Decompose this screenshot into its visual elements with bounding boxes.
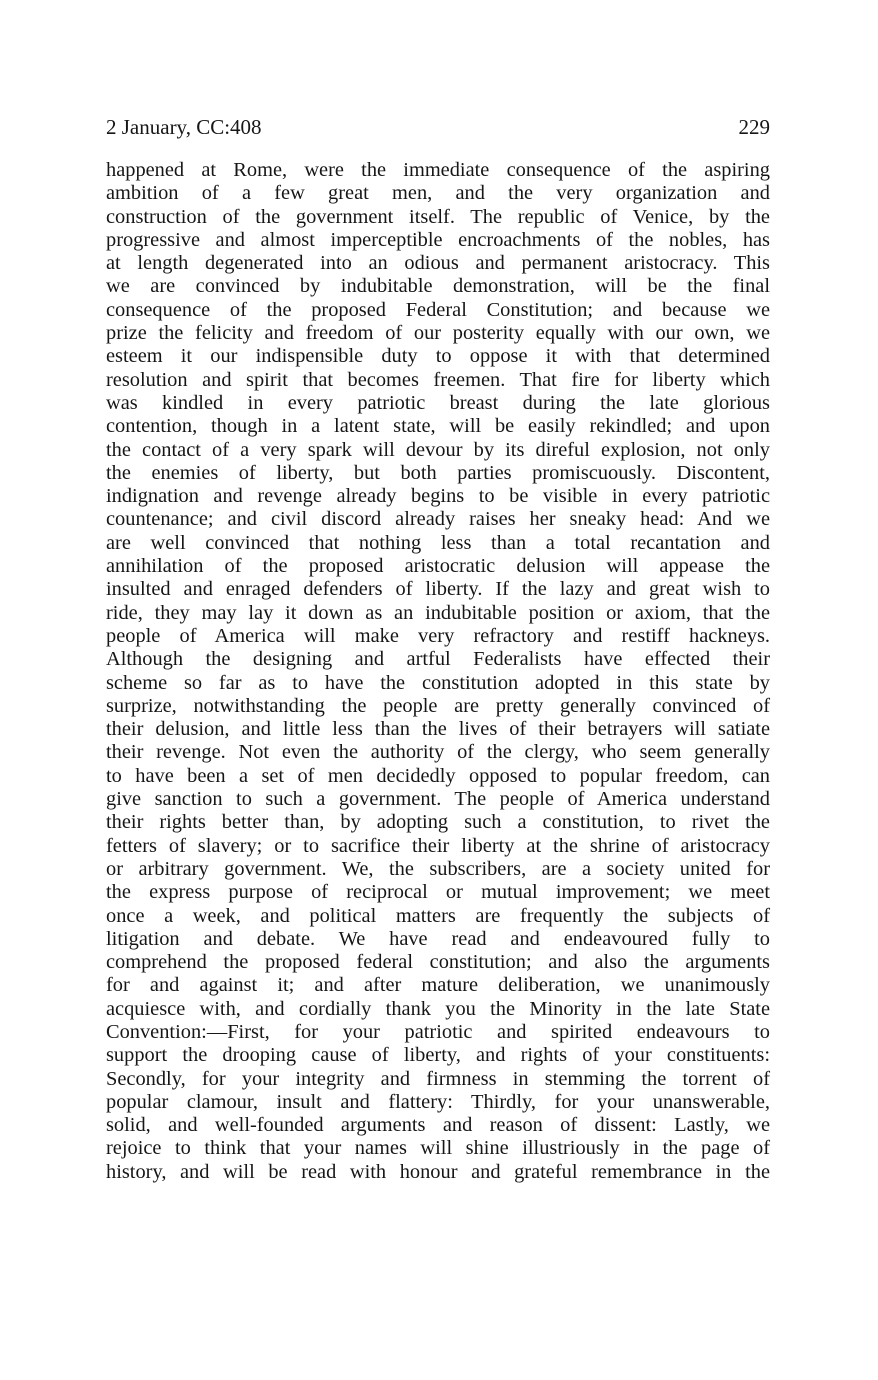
- text-line: the express purpose of reciprocal or mutual improvement; we meet: [106, 881, 770, 904]
- text-line: Secondly, for your integrity and firmness in stemming the torrent of: [106, 1067, 770, 1090]
- text-line: contention, though in a latent state, will be easily rekindled; and upon: [106, 415, 770, 438]
- text-line: their delusion, and little less than the lives of their betrayers will satiate: [106, 718, 770, 741]
- text-line: history, and will be read with honour and grateful remembrance in the: [106, 1160, 770, 1183]
- text-line: give sanction to such a government. The people of America understand: [106, 788, 770, 811]
- text-line: to have been a set of men decidedly opposed to popular freedom, can: [106, 764, 770, 787]
- text-line: consequence of the proposed Federal Constitution; and because we: [106, 298, 770, 321]
- text-line: countenance; and civil discord already raises her sneaky head: And we: [106, 508, 770, 531]
- text-line: acquiesce with, and cordially thank you the Minority in the late State: [106, 997, 770, 1020]
- text-line: support the drooping cause of liberty, and rights of your constituents:: [106, 1044, 770, 1067]
- text-line: litigation and debate. We have read and endeavoured fully to: [106, 927, 770, 950]
- text-line: the contact of a very spark will devour by its direful explosion, not only: [106, 438, 770, 461]
- text-line: annihilation of the proposed aristocratic delusion will appease the: [106, 555, 770, 578]
- body-text: [106, 159, 770, 1184]
- text-line: we are convinced by indubitable demonstration, will be the final: [106, 275, 770, 298]
- text-line: was kindled in every patriotic breast during the late glorious: [106, 391, 770, 414]
- text-line: are well convinced that nothing less than a total recantation and: [106, 531, 770, 554]
- text-line: indignation and revenge already begins to be visible in every patriotic: [106, 485, 770, 508]
- text-line: scheme so far as to have the constitution adopted in this state by: [106, 671, 770, 694]
- text-line: popular clamour, insult and flattery: Thirdly, for your unanswerable,: [106, 1090, 770, 1113]
- text-line: progressive and almost imperceptible encroachments of the nobles, has: [106, 228, 770, 251]
- text-line: at length degenerated into an odious and permanent aristocracy. This: [106, 252, 770, 275]
- text-line: their rights better than, by adopting such a constitution, to rivet the: [106, 811, 770, 834]
- text-line: construction of the government itself. The republic of Venice, by the: [106, 205, 770, 228]
- text-line: the enemies of liberty, but both parties promiscuously. Discontent,: [106, 461, 770, 484]
- text-line: surprize, notwithstanding the people are pretty generally convinced of: [106, 694, 770, 717]
- text-line: ambition of a few great men, and the very organization and: [106, 182, 770, 205]
- text-line: solid, and well-founded arguments and reason of dissent: Lastly, we: [106, 1114, 770, 1137]
- page-number: 229: [738, 115, 770, 139]
- running-head: [106, 112, 770, 142]
- text-line: once a week, and political matters are frequently the subjects of: [106, 904, 770, 927]
- text-line: Although the designing and artful Federalists have effected their: [106, 648, 770, 671]
- text-line: or arbitrary government. We, the subscribers, are a society united for: [106, 857, 770, 880]
- running-head-date-document: 2 January, CC:408: [106, 115, 262, 139]
- text-line: happened at Rome, were the immediate consequence of the aspiring: [106, 159, 770, 181]
- text-line: their revenge. Not even the authority of the clergy, who seem generally: [106, 741, 770, 764]
- text-line: esteem it our indispensible duty to oppose it with that determined: [106, 345, 770, 368]
- text-line: rejoice to think that your names will shine illustriously in the page of: [106, 1137, 770, 1160]
- text-line: prize the felicity and freedom of our posterity equally with our own, we: [106, 322, 770, 345]
- text-line: Convention:—First, for your patriotic and spirited endeavours to: [106, 1020, 770, 1043]
- text-line: insulted and enraged defenders of liberty. If the lazy and great wish to: [106, 578, 770, 601]
- text-line: fetters of slavery; or to sacrifice their liberty at the shrine of aristocracy: [106, 834, 770, 857]
- text-line: for and against it; and after mature deliberation, we unanimously: [106, 974, 770, 997]
- text-line: people of America will make very refractory and restiff hackneys.: [106, 624, 770, 647]
- text-line: comprehend the proposed federal constitution; and also the arguments: [106, 951, 770, 974]
- text-line: ride, they may lay it down as an indubitable position or axiom, that the: [106, 601, 770, 624]
- text-line: resolution and spirit that becomes freemen. That fire for liberty which: [106, 368, 770, 391]
